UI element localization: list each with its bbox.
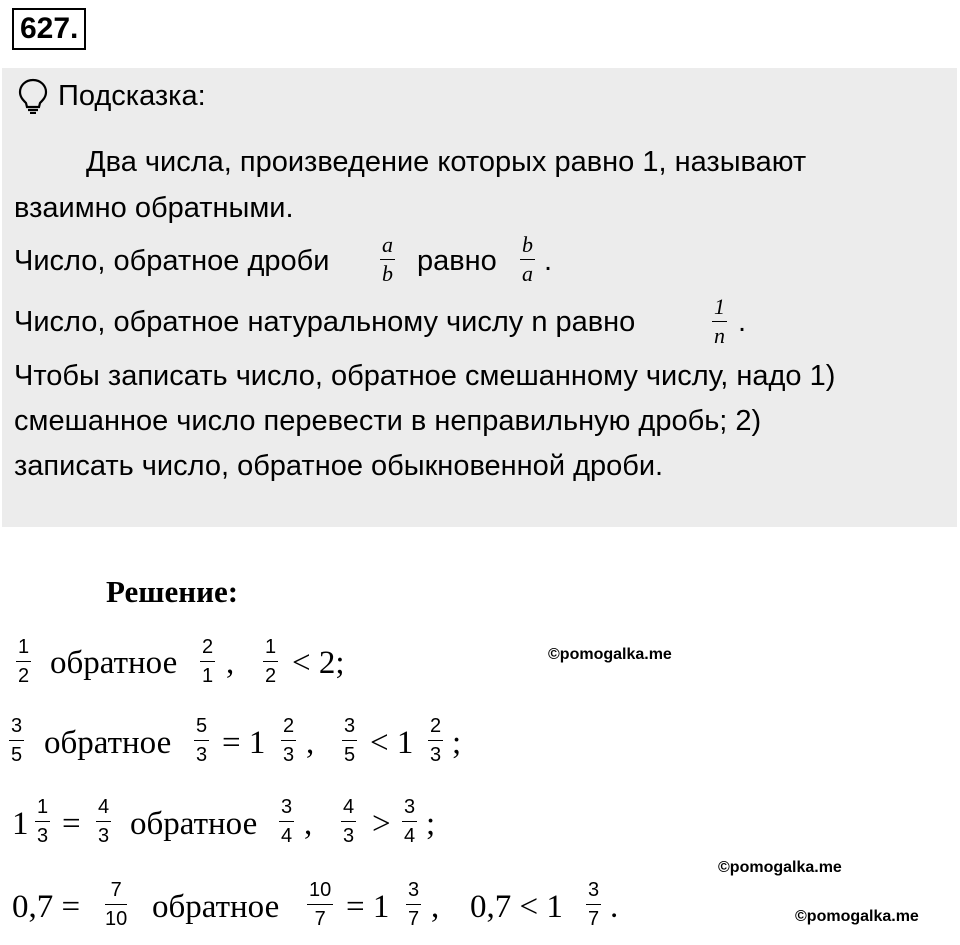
r3-whole: 1 bbox=[12, 806, 29, 842]
r3-frac-3-4b: 3 4 bbox=[404, 796, 416, 847]
r2-frac-5-3: 5 3 bbox=[196, 715, 208, 766]
r4-frac-7-10: 7 10 bbox=[105, 879, 128, 930]
r4-frac-3-7b: 3 7 bbox=[588, 879, 600, 930]
hint-line-7: записать число, обратное обыкновенной дроби. bbox=[14, 450, 664, 482]
r2-frac-3-5: 3 5 bbox=[11, 715, 23, 766]
r3-equals: = bbox=[62, 806, 81, 842]
fraction-1-over-n: $\frac{1}{n}$ bbox=[714, 294, 725, 348]
hint-line-3-start: Число, обратное дроби bbox=[14, 245, 330, 277]
r3-semicolon: ; bbox=[426, 806, 436, 842]
r1-compare: < 2; bbox=[292, 645, 345, 681]
r1-comma: , bbox=[226, 645, 235, 681]
r2-word: обратное bbox=[44, 725, 172, 761]
r2-comma: , bbox=[306, 725, 315, 761]
r4-period: . bbox=[610, 889, 619, 925]
r4-frac-10-7: 10 7 bbox=[309, 879, 332, 930]
watermark-3: ©pomogalka.me bbox=[795, 908, 919, 925]
r2-equals: = 1 bbox=[222, 725, 266, 761]
r1-frac-1-2b: 1 2 bbox=[265, 636, 277, 687]
r4-word: обратное bbox=[152, 889, 280, 925]
hint-line-5: Чтобы записать число, обратное смешанному числу, надо 1) bbox=[14, 360, 836, 392]
r3-comma: , bbox=[304, 806, 313, 842]
lightbulb-icon bbox=[18, 78, 48, 114]
hint-line-3-end: . bbox=[544, 245, 553, 277]
r2-frac-3-5b: 3 5 bbox=[344, 715, 356, 766]
r2-semicolon: ; bbox=[452, 725, 462, 761]
r4-frac-3-7: 3 7 bbox=[408, 879, 420, 930]
hint-line-2: взаимно обратными. bbox=[14, 192, 294, 224]
r4-equals: = 1 bbox=[346, 889, 390, 925]
solution-title: Решение: bbox=[106, 574, 239, 609]
hint-header bbox=[18, 78, 206, 114]
r4-lead: 0,7 = bbox=[12, 889, 81, 925]
r1-frac-2-1: 2 1 bbox=[202, 636, 214, 687]
hint-line-4-start: Число, обратное натуральному числу n равно bbox=[14, 306, 636, 338]
hint-line-1: Два числа, произведение которых равно 1, называют bbox=[86, 146, 807, 178]
watermark-1: ©pomogalka.me bbox=[548, 646, 672, 663]
r3-word: обратное bbox=[130, 806, 258, 842]
r2-compare: < 1 bbox=[370, 725, 414, 761]
r1-word: обратное bbox=[50, 645, 178, 681]
hint-line-6: смешанное число перевести в неправильную дробь; 2) bbox=[14, 405, 762, 437]
hint-line-3-middle: равно bbox=[417, 245, 497, 277]
r1-frac-1-2: 1 2 bbox=[18, 636, 30, 687]
r4-comma: , bbox=[431, 889, 440, 925]
r3-frac-4-3: 4 3 bbox=[98, 796, 110, 847]
r4-compare: 0,7 < 1 bbox=[470, 889, 563, 925]
fraction-b-over-a: $\frac{b}{a}$ bbox=[522, 232, 533, 286]
hint-title: Подсказка: bbox=[58, 79, 206, 112]
fraction-a-over-b: $\frac{a}{b}$ bbox=[382, 232, 393, 286]
r2-frac-2-3b: 2 3 bbox=[430, 715, 442, 766]
r2-frac-2-3: 2 3 bbox=[283, 715, 295, 766]
r3-compare: > bbox=[372, 806, 391, 842]
r3-frac-4-3b: 4 3 bbox=[343, 796, 355, 847]
watermark-2: ©pomogalka.me bbox=[718, 859, 842, 876]
r3-frac-1-3: 1 3 bbox=[37, 796, 49, 847]
problem-number: 627. bbox=[12, 8, 86, 50]
r3-frac-3-4: 3 4 bbox=[281, 796, 293, 847]
hint-line-4-end: . bbox=[738, 306, 747, 338]
